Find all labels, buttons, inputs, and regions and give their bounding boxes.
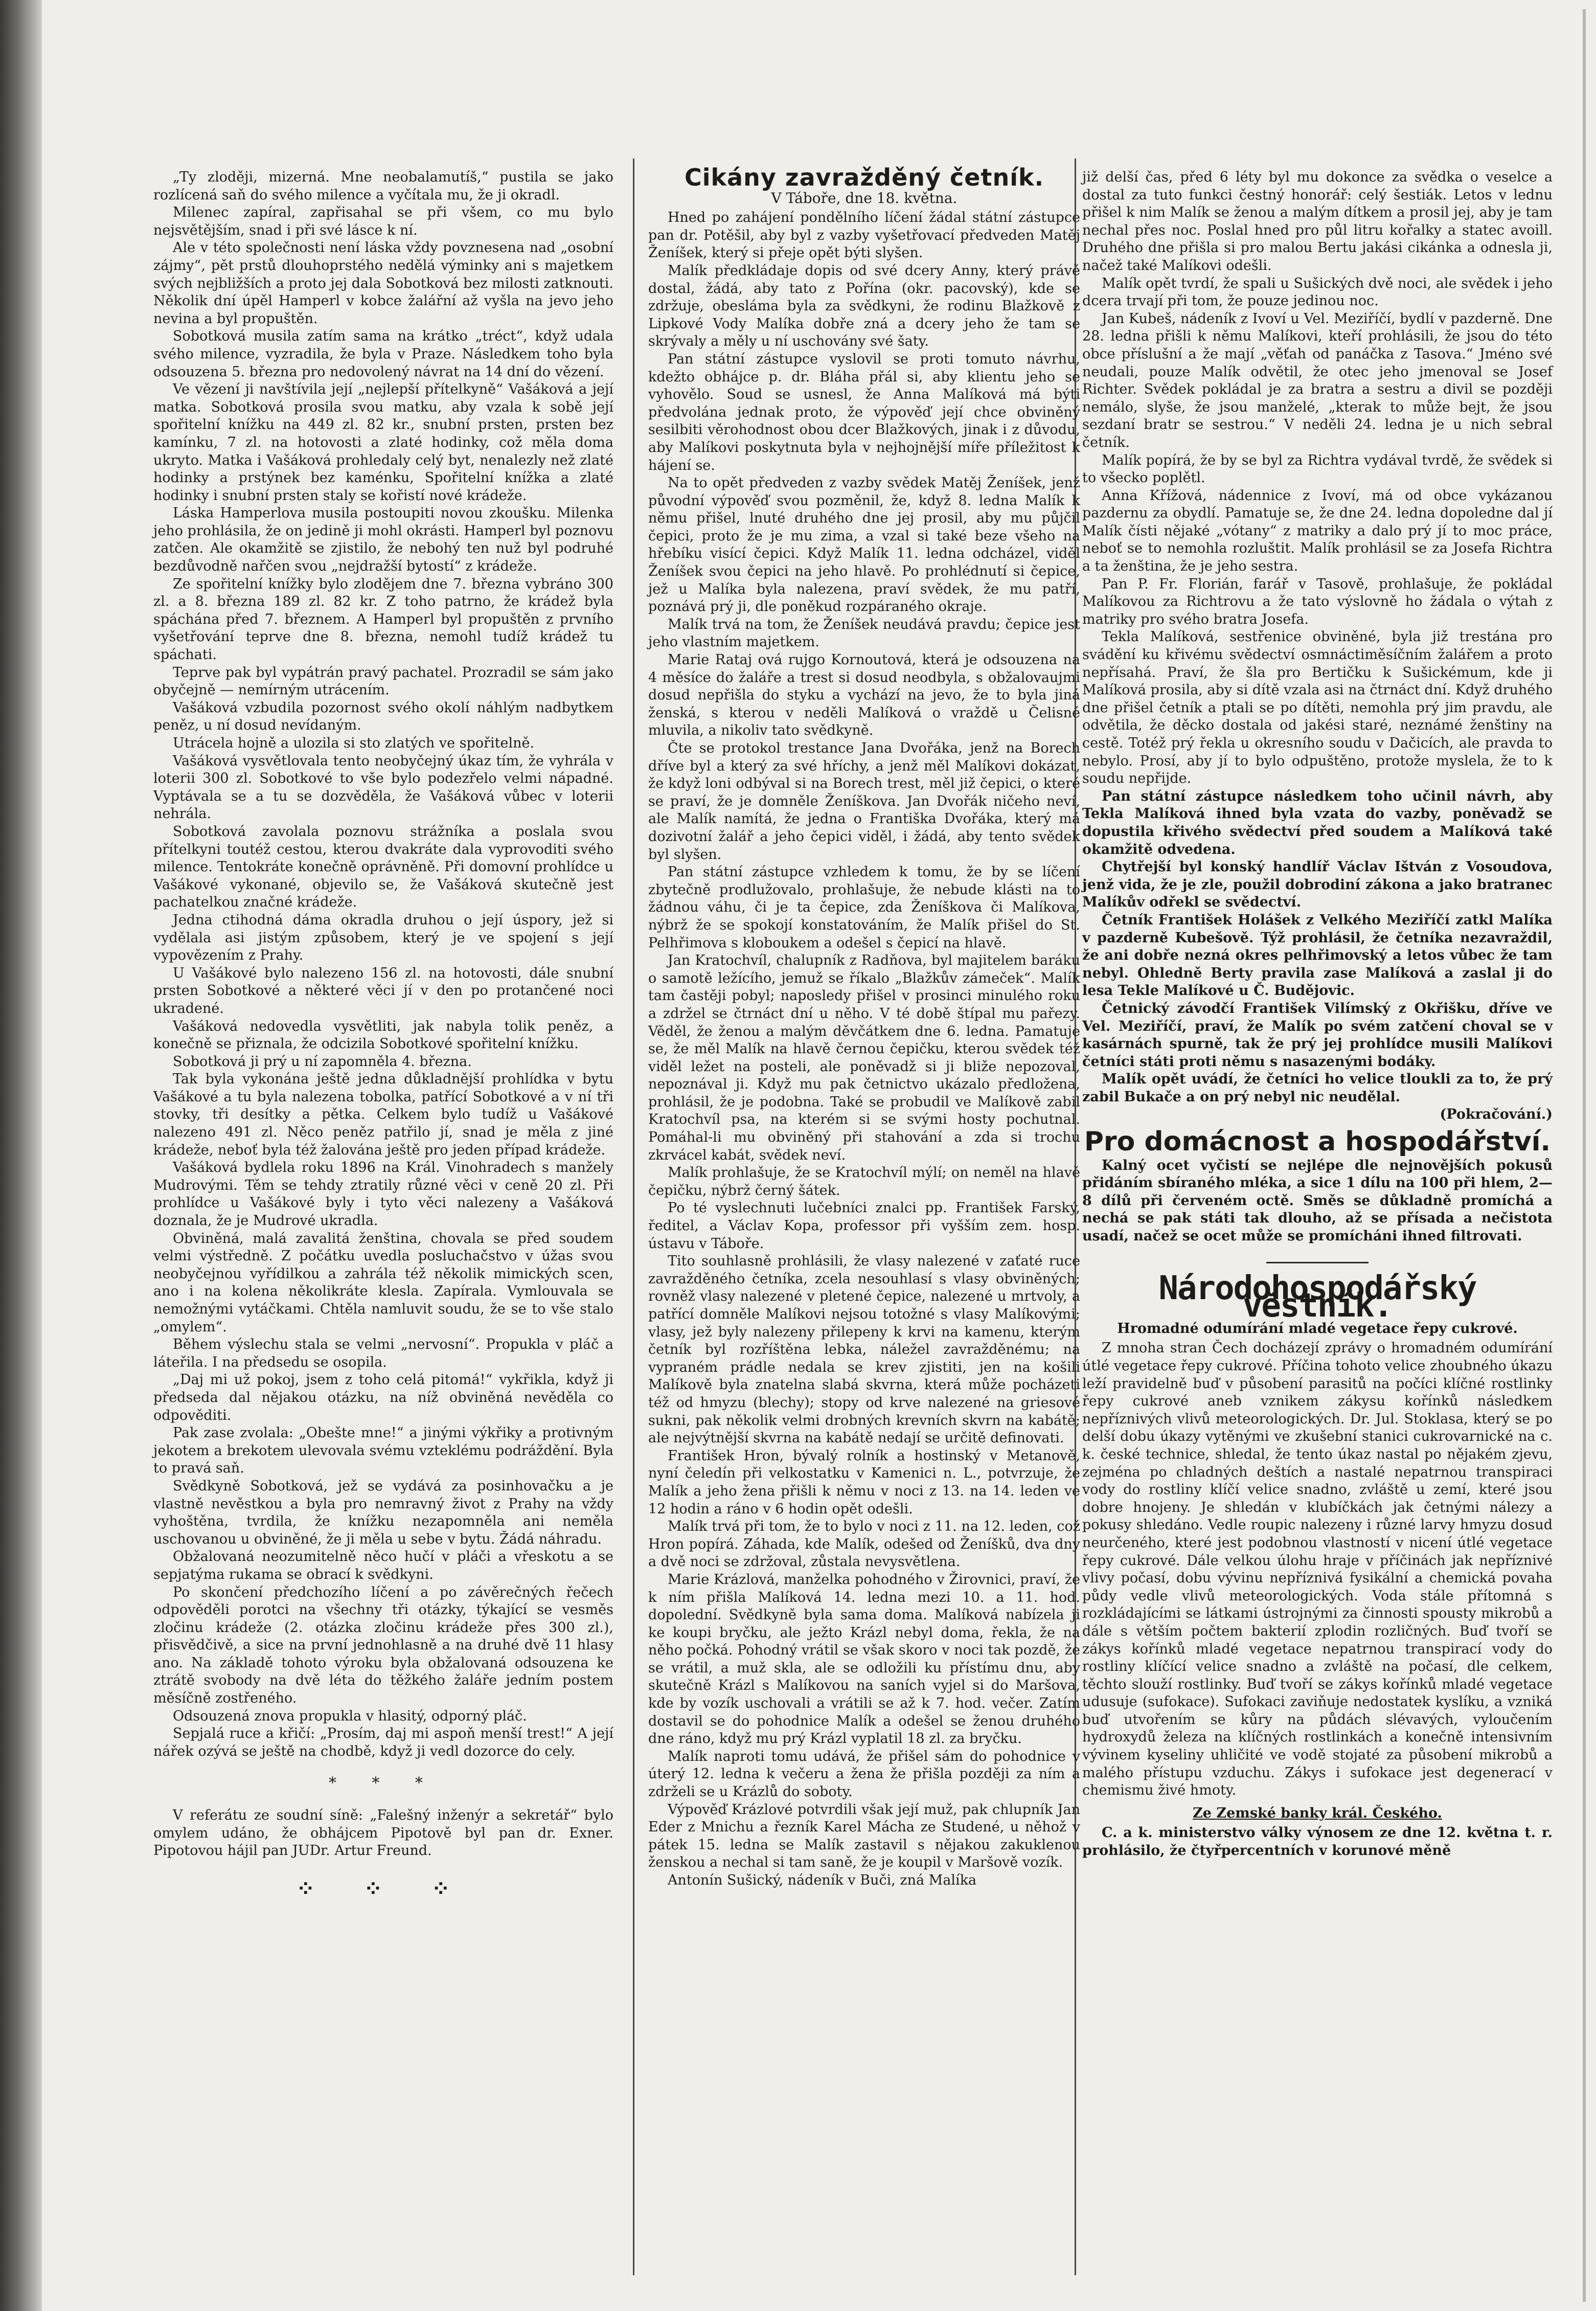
paragraph: „Ty zloději, mizerná. Mne neobalamutíš,“ pustila se jako rozlícená saň do svého milence a vyčítala mu, že ji okradl. [153,169,613,203]
paragraph: František Hron, bývalý rolník a hostinský v Metanově, nyní čeledín při velkostatku v Kamenici n. L., potvrzuje, že Malík a jeho žena přišli k němu v noci z 13. na 14. leden ve 12 hodin a ráno v 6 hodin opět odešli. [648,1447,1080,1517]
column-middle [648,164,1080,1890]
subheading: Hromadné odumírání mladé vegetace řepy cukrové. [1117,1320,1518,1336]
paragraph: Marie Rataj ová rujgo Kornoutová, která je odsouzena na 4 měsíce do žaláře a trest si dosud neodbyla, s obžalovaujmi dosud nepřišla do styku a vychází na jevo, že to byla jiná ženská, s kterou v neděli Malíková o vraždě u Čelisné mluvila, a nikoliv tato svědkyně. [648,652,1080,739]
paragraph: Z mnoha stran Čech docházejí zprávy o hromadném odumírání útlé vegetace řepy cukrové. Příčina tohoto velice zhoubného úkazu leží pravidelně buď v působení parasitů na počíci klíčné rostlinky řepy cukrové aneb vznikem zákysu kořínků následkem nepříznivých vlivů meteorologických. Dr. Jul. Stoklasa, který se po delší dobu úkazy vytěnými ve zkušební stanici cukrovarnické na c. k. české technice, shledal, že tento úkaz nastal po nějakém zjevu, zejména po chladných deštích a nastalé nepatrnou transpiraci vody do rostliny klíčí velice snadno, zvláště u zemí, které jsou dobre hnojeny. Je shledán v klubíčkách jak četnými nálezy a pokusy shledáno. Vedle roupic nalezeny i různé larvy hmyzu dosud neurčeného, které jest podobnou vlastností v nicení útlé vegetace řepy cukrové. Dále velkou úlohu hraje v příčinách jak nepříznivé vlivy počasí, dobu vývinu nepříznivá fysikální a chemická povaha půdy vedle vlivů meteorologických. Voda stále přítomná s rozkládajícími se látkami ústrojnými za činnosti spousty mikrobů a dále s větším počtem bakterií zplodin rozličných. Buď tvoří se zákys kořínků mladé vegetace nepatrnou transpirací vody do rostliny klíčící velice snadno a zvláště na počasí, dle celkem, těchto slouží rostlinky. Buď tvoří se zákys kořínků mladé vegetace udusuje (sufokace). Sufokaci zaviňuje nedostatek kyslíku, a vzniká buď utvořením se kůry na půdách slévavých, vyloučením hydroxydů železa na klíčných rostlinkách a konečně intensivním vývinem kyseliny uhličité ve vodě stojaté za působení mikrobů a malého přístupu vzduchu. Zákys i sufokace jest degenerací v chemismu živé hmoty. [1082,1340,1553,1799]
paragraph: Četnický závodčí František Vilímský z Okřišku, dříve ve Vel. Meziříčí, praví, že Malík po svém zatčení choval se v kasárnách spurně, tak že prý jej prohlídce musili Malíkovi četníci státi proti němu s nasazenými bodáky. [1082,1000,1553,1070]
paragraph: Milenec zapíral, zapřisahal se při všem, co mu bylo nejsvětějším, snad i při své lásce k ní. [153,205,613,238]
continued-note: (Pokračování.) [1440,1106,1553,1123]
paragraph: Pak zase zvolala: „Obešte mne!“ a jinými výkřiky a protivným jekotem a brekotem ulevovala svému vzteklému podráždění. Byla to pravá saň. [153,1425,613,1477]
paragraph: Láska Hamperlova musila postoupiti novou zkoušku. Milenka jeho prohlásila, že on jedině ji mohl okrásti. Hamperl byl poznovu zatčen. Ale okamžitě se zjistilo, že nebohý ten nuž byl podruhé bezdůvodně nařčen svou „nejdražší bytostí“ z krádeže. [153,505,613,575]
column-left [153,169,613,1902]
dateline: V Táboře, dne 18. května. [771,189,957,207]
paragraph: Malík prohlašuje, že se Kratochvíl mýlí; on neměl na hlavě čepičku, nýbrž černý šátek. [648,1165,1080,1198]
paragraph: Vašáková vysvětlovala tento neobyčejný úkaz tím, že vyhrála v loterii 300 zl. Sobotkové to vše bylo podezřelo velmi nápadné. Vyptávala se a tu se dozvěděla, že Vašáková vůbec v loterii nehrála. [153,753,613,822]
paragraph: Malík trvá při tom, že to bylo v noci z 11. na 12. leden, což Hron popírá. Záhada, kde Malík, odešed od Ženíšků, dva dny a dvě noci se zdržoval, zůstala nevysvětlena. [648,1519,1080,1570]
paragraph: Odsouzená znova propukla v hlasitý, odporný pláč. [173,1708,527,1724]
paragraph: Ve vězení ji navštívila její „nejlepší přítelkyně“ Vašáková a její matka. Sobotková prosila svou matku, aby vzala k sobě její spořitelní knížku na 449 zl. 82 kr., snubní prsten, prsten bez kamínku, 7 zl. na hotovosti a zlaté hodinky, což měla doma ukryto. Matka i Vašáková prohledaly celý byt, nenalezly než zlaté hodinky a prstýnek bez kaménku, Spořitelní knížka a zlaté hodinky i snubní prsten staly se kořistí nové krádeže. [153,381,613,504]
paragraph: Malík naproti tomu udává, že přišel sám do pohodnice v úterý 12. ledna k večeru a žena že přišla později za ním a zdrželi se u Krázlů do soboty. [648,1748,1080,1800]
paragraph: Hned po zahájení pondělního líčení žádal státní zástupce pan dr. Potěšil, aby byl z vazby vyšetřovací předveden Matěj Ženíšek, který si přeje opět býti slyšen. [648,210,1080,261]
section-heading-household: Pro domácnost a hospodářství. [1084,1126,1551,1158]
paragraph: Pan státní zástupce vzhledem k tomu, že by se líčení zbytečně prodlužovalo, prohlašuje, že nebude klásti na to žádnou váhu, či je ta čepice, zda Ženíškova či Malíkova, nýbrž že se spokojí konstatováním, že Malík přišel do St. Pelhřimova s kloboukem a odešel s čepicí na hlavě. [648,864,1080,951]
paragraph: Sobotková ji prý u ní zapomněla 4. března. [173,1053,472,1070]
paragraph: Utrácela hojně a ulozila si sto zlatých ve spořitelně. [173,735,535,751]
paragraph: Ale v této společnosti není láska vždy povznesena nad „osobní zájmy“, pět prstů dlouhoprstého nedělá výminky ani s majetkem svých nejbližších a proto jej dala Sobotková bez milosti zatknouti. Několik dní úpěl Hamperl v kobce žalářní až vyšla na jevo jeho nevina a byl propuštěn. [153,240,613,327]
paragraph: Pan státní zástupce vyslovil se proti tomuto návrhu, kdežto obhájce p. dr. Bláha přál si, aby klientu jeho se vyhovělo. Soud se usnesl, že Anna Malíková má býti předvolána jednak proto, že výpověď její chce obviněný sesilbiti věrohodnost obou dcer Blažkových, jinak i z důvodu, aby Malíkovi poskytnuta byla v nejhojnější míře příležitost k hájení se. [648,351,1080,473]
paragraph: Tak byla vykonána ještě jedna důkladnější prohlídka v bytu Vašákové a tu byla nalezena tobolka, patřící Sobotkové a v ní tři stovky, tři desítky a pětka. Celkem bylo tudíž u Vašákové nalezeno 491 zl. Něco peněz patřilo jí, snad je měla z jiné krádeže, neboť byla též žalována ještě pro jeden případ krádeže. [153,1071,613,1158]
paragraph: Pan P. Fr. Florián, farář v Tasově, prohlašuje, že pokládal Malíkovou za Richtrovu a že tato výslovně ho žádala o výtah z matriky pro svého bratra Josefa. [1082,576,1553,627]
paragraph: Marie Krázlová, manželka pohodného v Žirovnici, praví, že k ním přišla Malíková 14. ledna mezi 10. a 11. hod. dopolední. Svědkyně byla sama doma. Malíková nabízela ji ke koupi bryčku, ale ježto Krázl nebyl doma, řekla, že na něho počká. Pohodný vrátil se však skoro v noci tak pozdě, že se vrátil, a muž skla, ale se odložili ku přístímu dnu, aby skutečně Krázl s Malíkovou na saních vyjel si do Maršova, kde by vozík uschovali a vrátili se až k 7. hod. večer. Zatím dostavil se do pohodnice Malík a odešel se ženou druhého dne ráno, když mu prý Krázl vyplatil 18 zl. za bryčku. [648,1571,1080,1747]
paragraph: Malík popírá, že by se byl za Richtra vydával tvrdě, že svědek si to všecko poplětl. [1082,452,1553,486]
paragraph: Chytřejší byl konský handlíř Václav Ištván z Vosoudova, jenž vida, že je zle, použil dobrodiní zákona a jako bratranec Malíkův odřekl se svědectví. [1082,859,1553,911]
paragraph: Obviněná, malá zavalitá ženština, chovala se před soudem velmi výstředně. Z počátku uvedla posluchačstvo v úžas svou neobyčejnou vyřídilkou a zahrála též několik mimických scen, ano i na kolena několikráte klesla. Zapírala. Vymlouvala se nemožnými vytáčkami. Chtěla namluvit soudu, že se to vše stalo „omylem“. [153,1230,613,1335]
paragraph: Vašáková nedovedla vysvětliti, jak nabyla tolik peněz, a konečně se přiznala, že odcizila Sobotkové spořitelní knížku. [153,1018,613,1052]
paragraph: Svědkyně Sobotková, jež se vydává za posinhovačku a je vlastně nevěstkou a byla pro nemravný život z Prahy na vždy vyhoštěna, tvrdila, že knížku nezapomněla ani neměla uschovanou u obviněné, že ji měla u sebe v bytu. Žádá náhradu. [153,1478,613,1547]
paragraph: Vašáková vzbudila pozornost svého okolí náhlým nadbytkem peněz, u ní dosud nevídaným. [153,699,613,734]
verdict-paragraph: Po skončení předchozího líčení a po závěrečných řečech odpověděli porotci na všechny tři otázky, týkající se vesměs zločinu krádeže (2. otázka zločinu krádeže přes 300 zl.), přisvědčivě, a sice na první jednohlasně a na druhé dvě 11 hlasy ano. Na základě tohoto výroku byla obžalovaná odsouzena ke ztrátě svobody na dvě léta do těžkého žaláře jedním postem měsíčně zostřeného. [153,1584,613,1707]
column-rule-1 [633,158,634,2275]
paragraph: „Daj mi už pokoj, jsem z toho celá pitomá!“ vykřikla, když ji předseda dal nějakou otázku, na níž obviněná nevěděla co odpověditi. [153,1372,613,1423]
paragraph: Sobotková zavolala poznovu strážníka a poslala svou přítelkyni toutéž cestou, kterou dvakráte dala vyprovoditi svého milence. Tentokráte konečně oprávněně. Při domovní prohlídce u Vašákové vykonané, objevilo se, že Vašáková skutečně jest pachatelkou značné krádeže. [153,823,613,911]
paragraph: Antonín Sušický, nádeník v Buči, zná Malíka [668,1872,977,1888]
paragraph: Anna Křížová, nádennice z Ivoví, má od obce vykázanou pazdernu za obydlí. Pamatuje se, že dne 24. ledna dopoledne dal jí Malík čísti nějaké „vótany“ z matriky a dalo prý jí to moc práce, neboť se to nemohla rozluštit. Malík prohlásil se za Josefa Richtra a ta ženština, že je jeho sestra. [1082,487,1553,575]
paragraph: Vašáková bydlela roku 1896 na Král. Vinohradech s manžely Mudrovými. Těm se tehdy ztratily různé věci v ceně 20 zl. Při prohlídce u Vašákové byly i tyto věci nalezeny a Vašáková doznala, že je Mudrové ukradla. [153,1160,613,1229]
paragraph: Po té vyslechnuti lučebníci znalci pp. František Farský, ředitel, a Václav Kopa, professor při vyšším zem. hosp. ústavu v Táboře. [648,1200,1080,1252]
end-ornament: ⁘ ⁘ ⁘ [296,1875,471,1902]
correction-paragraph: V referátu ze soudní síně: „Falešný inženýr a sekretář“ bylo omylem udáno, že obhájcem Pipotově byl pan dr. Exner. Pipotovou hájil pan JUDr. Artur Freund. [153,1807,613,1859]
paragraph: Pan státní zástupce následkem toho učinil návrh, aby Tekla Malíková ihned byla vzata do vazby, poněvadž se dopustila křivého svědectví před soudem a Malíková také okamžitě odvedena. [1082,788,1553,857]
paragraph: Obžalovaná neozumitelně něco hučí v pláči a vřeskotu a se sepjatýma rukama se obrací k svědkyni. [153,1549,613,1582]
paragraph: Sepjalá ruce a křičí: „Prosím, daj mi aspoň menší trest!“ A její nářek ozývá se ještě na chodbě, když ji vedl dozorce do cely. [153,1726,613,1759]
paragraph: Teprve pak byl vypátrán pravý pachatel. Prozradil se sám jako obyčejně — nemírným utrácením. [153,664,613,698]
paragraph: již delší čas, před 6 léty byl mu dokonce za svědka o veselce a dostal za tuto funkci čestný honorář: celý šestiák. Letos v lednu přišel k nim Malík se ženou a malým dítkem a prosil jej, aby je tam nechal přes noc. Poslal hned pro půl litru kořalky a statec avoill. Druhého dne přišla si pro malou Bertu jakási cikánka a odnesla ji, načež také Malíkovi odešli. [1082,169,1553,274]
separator-asterisks: * * * [328,1774,439,1793]
paragraph: Tito souhlasně prohlásili, že vlasy nalezené v zaťaté ruce zavražděného četníka, zcela nesouhlasí s vlasy obviněných; rovněž vlasy nalezené v pletené čepice, nalezené u mrtvoly, a patřící domněle Malíkovi nejsou totožné s vlasy Malíkovými; vlasy, jež byly nalezeny přilepeny k krvi na kamenu, kterým četník byl rozříštěna lebka, náležel zavražděnému; na vypraném prádle nedala se krev zjistiti, jen na košili Malíkově byla znatelna slabá skvrna, která může pocházeti též od hmyzu (blechy); stopy od krve nalezené na griesové sukni, pak několik velmi drobných krevních skvrn na kabátě; ale nejvýtnější skvrna na kabátě nedají se určitě definovati. [648,1253,1080,1446]
subheading: Ze Zemské banky král. Českého. [1193,1805,1442,1821]
paragraph: Čte se protokol trestance Jana Dvořáka, jenž na Borech dříve byl a který za své hříchy, a jenž měl Malíkovi dokázat, že když loni odbýval si na Borech trest, měl již čepici, o které se praví, že je domněle Ženíškova. Jan Dvořák ničeho neví, ale Malík namítá, že jedna o Františka Dvořáka, který má dozivotní žalář a jeho čepici viděl, i žádá, aby tento svědek byl slyšen. [648,740,1080,863]
paragraph: Malík trvá na tom, že Ženíšek neudává pravdu; čepice jest jeho vlastním majetkem. [648,616,1080,650]
paragraph: Jan Kubeš, nádeník z Ivoví u Vel. Meziříčí, bydlí v pazderně. Dne 28. ledna přišli k němu Malíkovi, kteří prohlásili, že jsou do této obce příslušní a že mají „věťah od panáčka z Tasova.“ Jméno své neudali, pouze Malík odvětil, že otec jeho jmenoval se Josef Richter. Svědek pokládal je za bratra a sestru a divil se později nemálo, slyše, že jsou manželé, „kterak to může bejt, že jsou sezdaní bratr se sestrou.“ V neděli 24. ledna je u nich sebral četník. [1082,310,1553,450]
paragraph: Na to opět předveden z vazby svědek Matěj Ženíšek, jenž původní výpověď svou pozměnil, že, když 8. ledna Malík k němu přišel, lnuté druhého dne jej prosil, aby mu půjčil čepici, proto že je mu zima, a vzal si také beze všeho na hřebíku visící čepici. Když Malík 11. ledna odcházel, viděl Ženíšek svou čepici na jeho hlavě. Po prohlédnutí si čepice, jež u Malíka byla nalezena, praví svědek, že mu patří, poznává prý ji, dle poněkud rozpáraného okraje. [648,475,1080,615]
paragraph: Tekla Malíková, sestřenice obviněné, byla již trestána pro svádění ku křivému svědectví osmnáctiměsíčním žalářem a proto nepřísahá. Praví, že šla pro Bertičku k Sušickémum, kde ji Malíková prosila, aby si dítě vzala asi na čtrnáct dní. Když druhého dne přišel četník a ptali se po dítěti, nemohla prý jim pravdu, ale odvětila, že děcko dostala od jakési staré, neznámé ženštiny na cestě. Totéž prý řekla u okresního soudu v Dačicích, ale pravda to nebylo. Prosí, aby jí to bylo odpuštěno, protože myslela, že to k soudu nepřijde. [1082,629,1553,787]
paragraph: Četník František Holášek z Velkého Meziříčí zatkl Malíka v pazderně Kubešově. Týž prohlásil, že četníka nezavraždil, že ani dobře nezná okres pelhřimovský a letos vůbec že tam nebyl. Ohledně Berty pravila zase Malíková a zaslal ji do lesa Tekle Malíkové u Č. Budějovic. [1082,912,1553,999]
paragraph: Malík předkládaje dopis od své dcery Anny, který právě dostal, žádá, aby tato z Pořína (okr. pacovský), kde se zdržuje, obesláma byla za svědkyni, že rodinu Blažkově z Lipkové Vody Malíka dobře zná a dcery jeho že tam se skrývaly a měly u ní uschovány své šaty. [648,262,1080,350]
paragraph: Ze spořitelní knížky bylo zlodějem dne 7. března vybráno 300 zl. a 8. března 189 zl. 82 kr. Z toho patrno, že krádež byla spáchána před 7. březnem. A Hamperl byl propuštěn z prvního vyšetřování teprve dne 8. března, nemohl tudíž krádež tu spáchati. [153,576,613,663]
page-edge [0,0,42,2311]
paragraph: Kalný ocet vyčistí se nejlépe dle nejnovějších pokusů přidáním sbíraného mléka, a sice 1 dílu na 100 při hlem, 2—8 dílů při červeném octě. Směs se důkladně promíchá a nechá se pak státi tak dlouho, až se přísada a nečistota usadí, načež se ocet může se promícháni ihned filtrovati. [1082,1157,1553,1244]
paragraph: Během výslechu stala se velmi „nervosní“. Propukla v pláč a láteřila. I na předsedu se osopila. [153,1336,613,1370]
paragraph: Malík opět uvádí, že četníci ho velice tloukli za to, že prý zabil Bukače a on prý nebyl nic neudělal. [1082,1071,1553,1105]
column-right [1082,169,1553,1860]
paragraph: U Vašákové bylo nalezeno 156 zl. na hotovosti, dále snubní prsten Sobotkové a některé věci jí v den po protančené noci ukradené. [153,965,613,1016]
paragraph: Výpověď Krázlové potvrdili však její muž, pak chlupník Jan Eder z Mnichu a řezník Karel Mácha ze Studené, u něhož v pátek 15. ledna se Malík zastavil s nějakou zakuklenou ženskou a nechal si tam saně, že je koupil v Maršově vozík. [648,1801,1080,1871]
short-divider [1266,1262,1369,1263]
paragraph: Jedna ctihodná dáma okradla druhou o její úspory, jež si vydělala asi jistým způsobem, který je ve spojení s její vypovězením z Prahy. [153,912,613,964]
page-frame [1583,9,1586,2302]
paragraph: Malík opět tvrdí, že spali u Sušických dvě noci, ale svědek i jeho dcera trvají při tom, že pouze jedinou noc. [1082,275,1553,309]
article-headline: Cikány zavražděný četník. [684,164,1044,191]
paragraph: Sobotková musila zatím sama na krátko „tréct“, když udala svého milence, vyzradila, že byla v Praze. Následkem toho byla odsouzena 5. března pro nedovolený návrat na 14 dní do vězení. [153,328,613,380]
paragraph: C. a k. ministerstvo války výnosem ze dne 12. května t. r. prohlásilo, že čtyřpercentních v korunové měně [1082,1825,1553,1859]
section-heading-economy: Národohospodářský věstník. [1158,1269,1476,1325]
paragraph: Jan Kratochvíl, chalupník z Radňova, byl majitelem baráku o samotě ležícího, jemuž se říkalo „Blažkův zámeček“. Malík tam častěji pobyl; naposledy přišel v prosinci minulého roku a zdržel se čtrnáct dní u něho. V té době štípal mu pařezy. Věděl, že ženou a malým děvčátkem dne 6. ledna. Pamatuje se, že měl Malík na hlavě černou čepičku, kterou svědek též viděl ležet na posteli, ale poněvadž si ji bliže nepozoval, nepoznával ji. Když mu pak četnictvo ukázalo předložena, prohlásil, že je podobna. Také se probudil ve Malíkově zabil Kratochvíl psa, na kterém si se svými hosty pochutnal. Pomáhal-li mu obviněný při stahování a zda si trochu zkrvácel kabát, svědek neví. [648,953,1080,1163]
